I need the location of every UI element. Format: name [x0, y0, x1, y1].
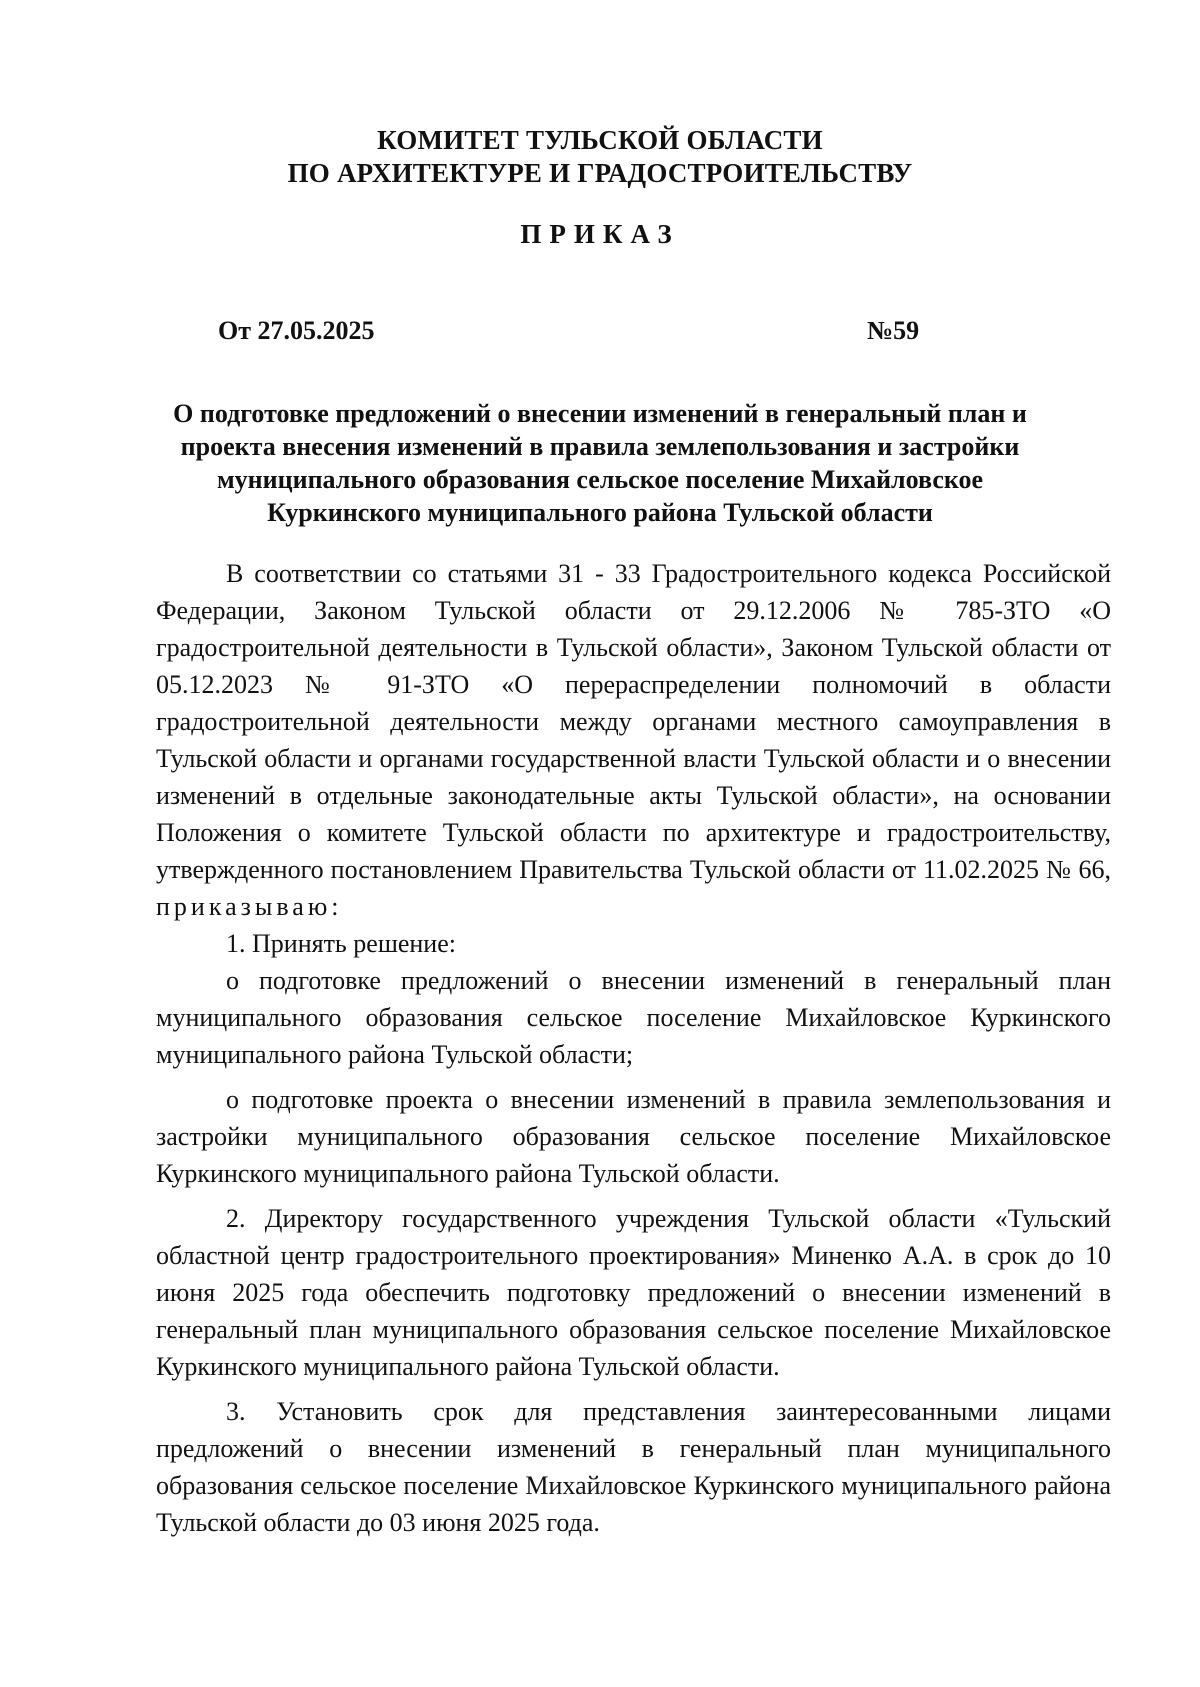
item-1: 1. Принять решение:	[226, 929, 456, 958]
document-type: ПРИКАЗ	[520, 219, 680, 249]
order-title-line1: О подготовке предложений о внесении изменений в генеральный план и	[173, 399, 1027, 428]
organization-header	[0, 124, 1200, 190]
order-title	[150, 397, 1050, 529]
order-word: приказываю:	[156, 892, 343, 921]
preamble-paragraph	[156, 555, 1111, 925]
item-1-a: о подготовке предложений о внесении изменений в генеральный план муниципального образования сельское поселение Михайловское Куркинского муниципального района Тульской области;	[156, 966, 1111, 1069]
organization-name-line2: ПО АРХИТЕКТУРЕ И ГРАДОСТРОИТЕЛЬСТВУ	[287, 158, 913, 188]
order-date: От 27.05.2025	[218, 316, 375, 345]
item-2: 2. Директору государственного учреждения Тульской области «Тульский областной центр градостроительного проектирования» Миненко А.А. в срок до 10 июня 2025 года обеспечить подготовку предложений о внесении изменений в генеральный план муниципального образования сельское поселение Михайловское Куркинского муниципального района Тульской области.	[156, 1204, 1111, 1381]
order-title-line2: проекта внесения изменений в правила землепользования и застройки	[180, 432, 1020, 461]
order-title-line4: Куркинского муниципального района Тульской области	[267, 498, 933, 527]
order-number: №59	[867, 316, 920, 345]
item-1-b: о подготовке проекта о внесении изменений в правила землепользования и застройки муниципального образования сельское поселение Михайловское Куркинского муниципального района Тульской области.	[156, 1085, 1111, 1188]
item-3: 3. Установить срок для представления заинтересованными лицами предложений о внесении изменений в генеральный план муниципального образования сельское поселение Михайловское Куркинского муниципального района Тульской области до 03 июня 2025 года.	[156, 1397, 1111, 1537]
order-body	[156, 555, 1111, 1541]
order-title-line3: муниципального образования сельское поселение Михайловское	[216, 465, 984, 494]
organization-name-line1: КОМИТЕТ ТУЛЬСКОЙ ОБЛАСТИ	[377, 125, 823, 155]
preamble-text: В соответствии со статьями 31 - 33 Градостроительного кодекса Российской Федерации, Законом Тульской области от 29.12.2006 № 785-ЗТО «О градостроительной деятельности в Тульской области», Законом Тульской области от 05.12.2023 № 91-ЗТО «О перераспределении полномочий в области градостроительной деятельности между органами местного самоуправления в Тульской области и органами государственной власти Тульской области и о внесении изменений в отдельные законодательные акты Тульской области», на основании Положения о комитете Тульской области по архитектуре и градостроительству, утвержденного постановлением Правительства Тульской области от 11.02.2025 № 66,	[156, 559, 1111, 884]
